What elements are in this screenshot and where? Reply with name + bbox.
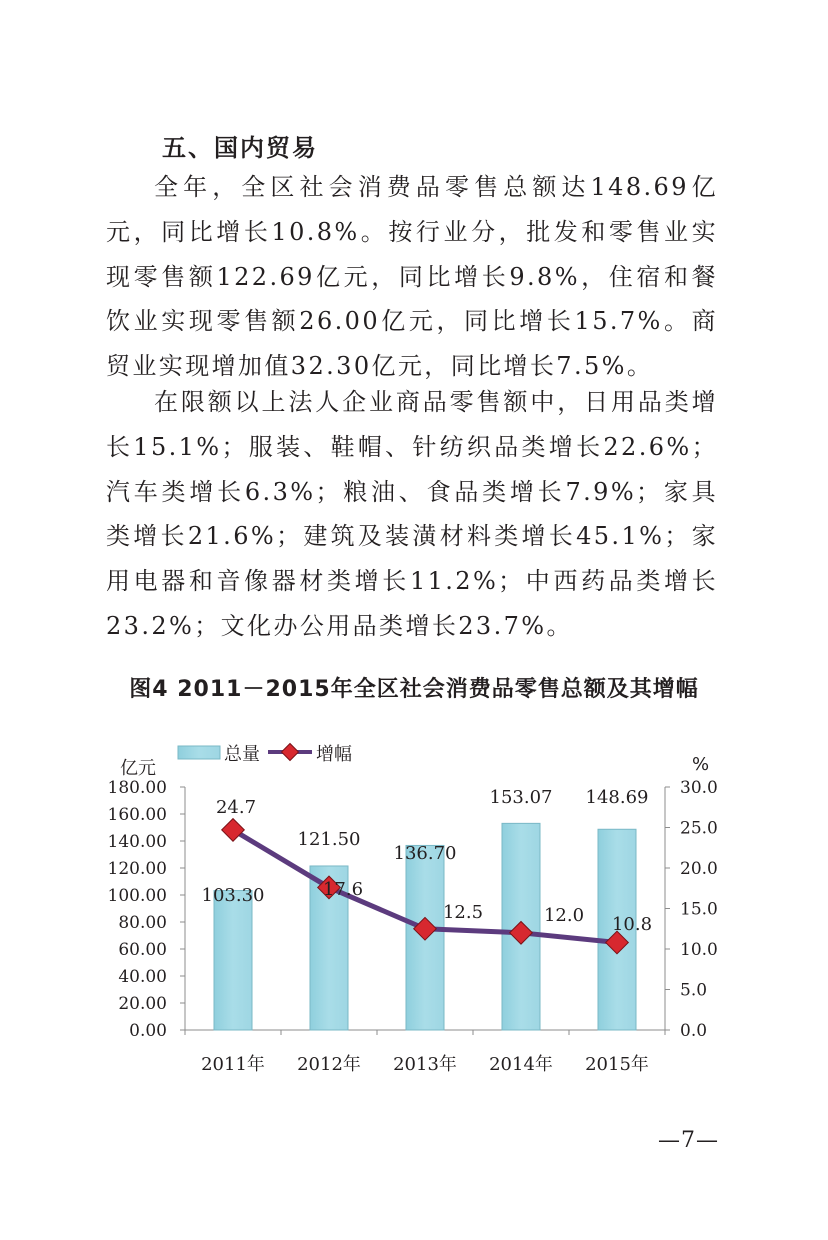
y-tick-label-right: 25.0 [680,818,718,839]
y-axis-label-right: % [692,754,710,775]
x-category-label: 2014年 [489,1054,553,1075]
y-tick-label-right: 10.0 [680,940,718,960]
y-tick-label-left: 60.00 [118,940,167,960]
growth-value-label: 24.7 [215,797,257,818]
bar-value-label: 148.69 [585,787,649,808]
bar-value-label: 103.30 [201,885,265,906]
legend-line-label: 增幅 [316,744,352,765]
growth-value-label: 17.6 [322,879,364,900]
y-tick-label-right: 20.0 [680,859,718,879]
x-category-label: 2013年 [393,1054,457,1075]
y-tick-label-left: 180.00 [107,778,167,798]
legend-line-marker [282,744,299,761]
bar-value-label: 153.07 [489,787,553,808]
y-tick-label-left: 160.00 [107,805,167,825]
page-number: —7— [658,1128,719,1153]
x-category-label: 2012年 [297,1054,361,1075]
y-tick-label-left: 40.00 [118,967,167,987]
bar-value-label: 121.50 [297,829,361,850]
chart-title: 图4 2011－2015年全区社会消费品零售总额及其增幅 [129,677,699,702]
growth-value-label: 12.5 [442,902,484,923]
growth-value-label: 10.8 [611,914,653,935]
growth-marker-2011年 [222,819,245,842]
y-tick-label-right: 15.0 [680,899,718,920]
bar-value-label: 136.70 [393,843,457,864]
y-tick-label-right: 30.0 [680,778,718,798]
section-heading: 五、国内贸易 [162,134,318,162]
bar-total-2011年 [214,891,252,1030]
legend-bar-label: 总量 [224,744,260,765]
y-axis-label-left: 亿元 [120,758,156,779]
legend-bar-swatch [178,746,220,759]
y-tick-label-right: 0.0 [680,1021,708,1041]
growth-value-label: 12.0 [543,905,585,926]
y-tick-label-left: 120.00 [107,859,167,879]
y-tick-label-left: 140.00 [107,832,167,852]
y-tick-label-left: 100.00 [107,886,167,906]
y-tick-label-right: 5.0 [680,980,708,1001]
paragraph-retail-sales: 全年，全区社会消费品零售总额达148.69亿元，同比增长10.8%。按行业分，批发和零售业实现零售额122.69亿元，同比增长9.8%，住宿和餐饮业实现零售额26.00亿元，同比增长15.7%。商贸业实现增加值32.30亿元，同比增长7.5%。 [106,173,718,381]
y-tick-label-left: 80.00 [118,913,167,933]
y-tick-label-left: 0.00 [129,1021,167,1041]
paragraph-category-growth: 在限额以上法人企业商品零售额中，日用品类增长15.1%；服装、鞋帽、针纺织品类增长22.6%；汽车类增长6.3%；粮油、食品类增长7.9%；家具类增长21.6%；建筑及装潢材料类增长45.1%；家用电器和音像器材类增长11.2%；中西药品类增长23.2%；文化办公用品类增长23.7%。 [106,388,718,640]
x-category-label: 2015年 [585,1054,649,1075]
y-tick-label-left: 20.00 [118,994,167,1014]
x-category-label: 2011年 [201,1054,265,1075]
